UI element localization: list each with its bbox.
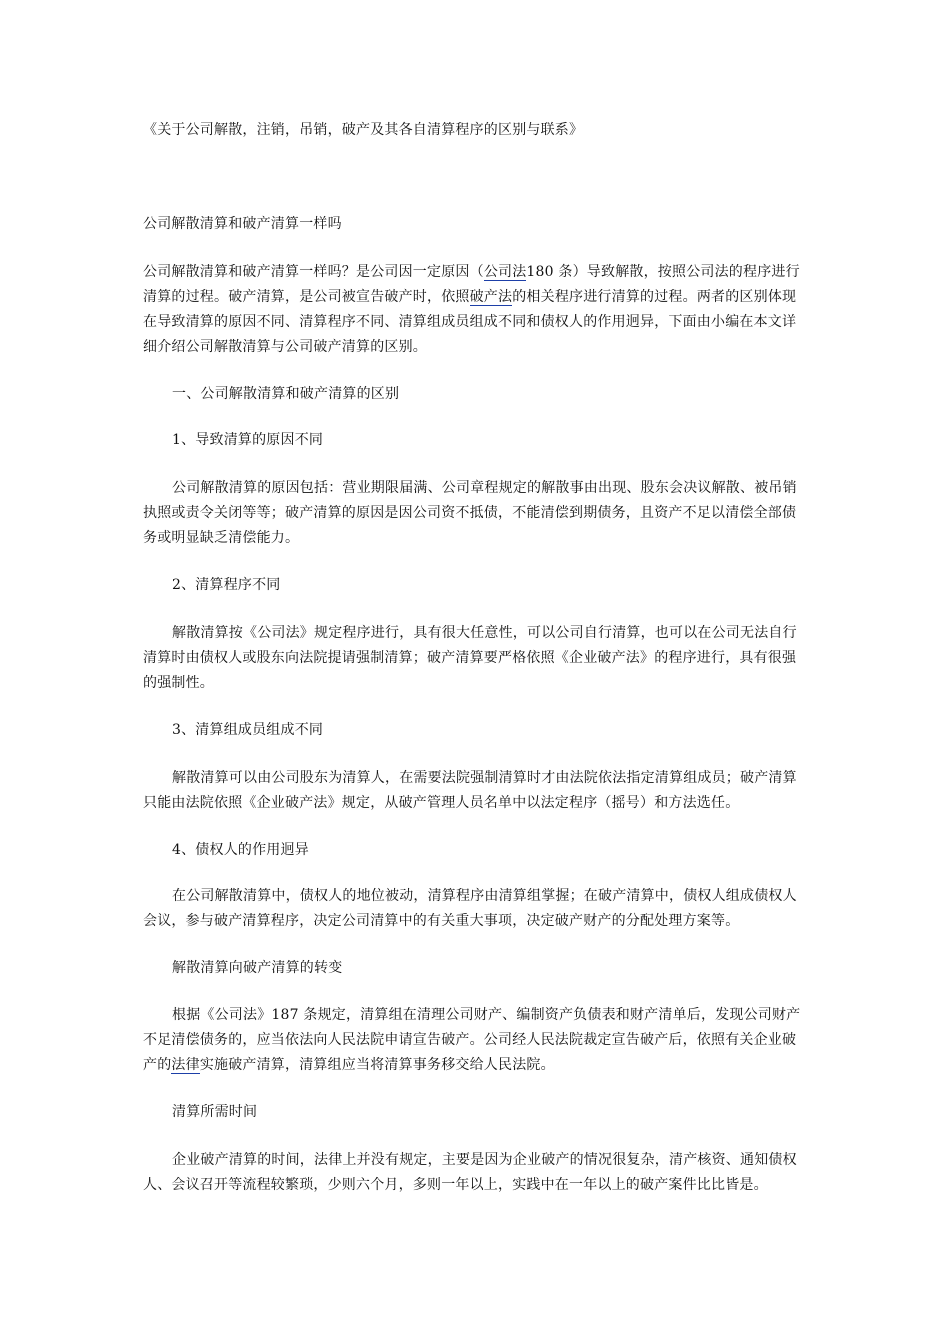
heading-creditors: 4、债权人的作用迥异 <box>172 842 309 858</box>
intro-line-4: 细介绍公司解散清算与公司破产清算的区别。 <box>143 339 427 355</box>
heading-duration: 清算所需时间 <box>172 1104 258 1120</box>
intro-text: 清算的过程。破产清算，是公司被宣告破产时，依照 <box>143 289 470 305</box>
paragraph-reason-line: 务或明显缺乏清偿能力。 <box>143 530 300 546</box>
transition-text: 实施破产清算，清算组应当将清算事务移交给人民法院。 <box>199 1057 555 1073</box>
paragraph-duration-line: 人、会议召开等流程较繁琐，少则六个月，多则一年以上，实践中在一年以上的破产案件比比皆是。 <box>143 1177 768 1193</box>
bankruptcy-law-link[interactable]: 破产法 <box>469 289 513 305</box>
paragraph-procedure-line: 的强制性。 <box>143 675 214 691</box>
company-law-link[interactable]: 公司法 <box>483 264 527 280</box>
paragraph-creditors-line: 在公司解散清算中，债权人的地位被动，清算程序由清算组掌握；在破产清算中，债权人组成债权人 <box>172 888 797 904</box>
heading-members: 3、清算组成员组成不同 <box>172 722 324 738</box>
intro-text: 公司解散清算和破产清算一样吗？是公司因一定原因（ <box>143 264 484 280</box>
heading-transition: 解散清算向破产清算的转变 <box>172 960 343 976</box>
paragraph-procedure-line: 解散清算按《公司法》规定程序进行，具有很大任意性，可以公司自行清算，也可以在公司无法自行 <box>172 625 797 641</box>
intro-line-2 <box>143 287 796 307</box>
heading-procedure: 2、清算程序不同 <box>172 577 281 593</box>
transition-text: 产的 <box>143 1057 172 1073</box>
law-link[interactable]: 法律 <box>171 1057 200 1073</box>
paragraph-members-line: 只能由法院依照《企业破产法》规定，从破产管理人员名单中以法定程序（摇号）和方法选任。 <box>143 795 740 811</box>
section-subtitle: 公司解散清算和破产清算一样吗 <box>143 216 342 232</box>
paragraph-transition-line <box>143 1055 555 1075</box>
paragraph-creditors-line: 会议，参与破产清算程序，决定公司清算中的有关重大事项，决定破产财产的分配处理方案等。 <box>143 913 740 929</box>
intro-text: 的相关程序进行清算的过程。两者的区别体现 <box>512 289 797 305</box>
paragraph-transition-line: 不足清偿债务的，应当依法向人民法院申请宣告破产。公司经人民法院裁定宣告破产后，依照有关企业破 <box>143 1032 797 1048</box>
paragraph-duration-line: 企业破产清算的时间，法律上并没有规定，主要是因为企业破产的情况很复杂，清产核资、通知债权 <box>172 1152 797 1168</box>
heading-reason: 1、导致清算的原因不同 <box>172 432 324 448</box>
intro-line-1 <box>143 262 800 282</box>
document-title: 《关于公司解散，注销，吊销，破产及其各自清算程序的区别与联系》 <box>143 122 584 138</box>
section-heading: 一、公司解散清算和破产清算的区别 <box>172 386 400 402</box>
paragraph-transition-line: 根据《公司法》187 条规定，清算组在清理公司财产、编制资产负债表和财产清单后，发现公司财产 <box>172 1007 801 1023</box>
paragraph-reason-line: 执照或责令关闭等等；破产清算的原因是因公司资不抵债，不能清偿到期债务，且资产不足以清偿全部债 <box>143 505 797 521</box>
intro-line-3: 在导致清算的原因不同、清算程序不同、清算组成员组成不同和债权人的作用迥异，下面由小编在本文详 <box>143 314 797 330</box>
intro-text: 180 条）导致解散，按照公司法的程序进行 <box>526 264 800 280</box>
paragraph-members-line: 解散清算可以由公司股东为清算人，在需要法院强制清算时才由法院依法指定清算组成员；破产清算 <box>172 770 797 786</box>
paragraph-procedure-line: 清算时由债权人或股东向法院提请强制清算；破产清算要严格依照《企业破产法》的程序进行，具有很强 <box>143 650 797 666</box>
paragraph-reason-line: 公司解散清算的原因包括：营业期限届满、公司章程规定的解散事由出现、股东会决议解散、被吊销 <box>172 480 797 496</box>
